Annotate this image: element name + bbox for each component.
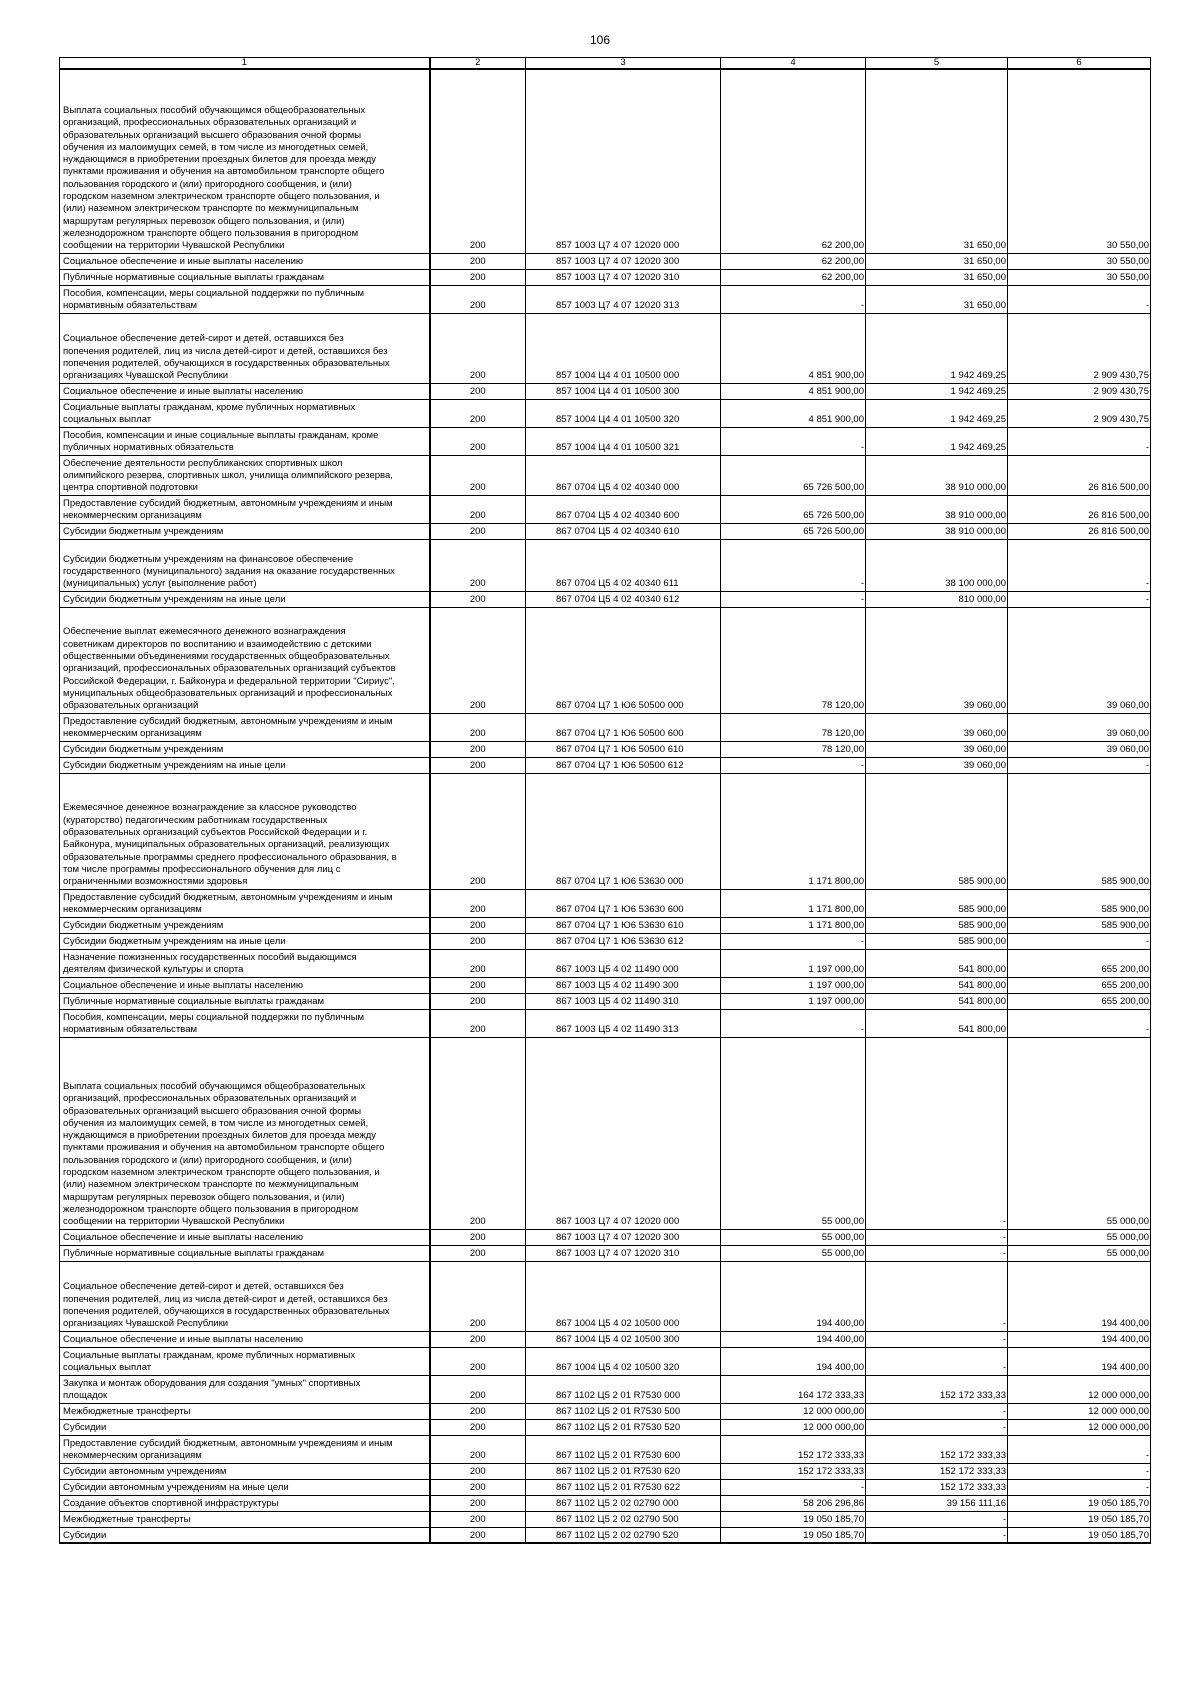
row-kbk-cell: 867 0704 Ц7 1 Ю6 53630 610 — [526, 917, 721, 933]
column-header-3: 3 — [526, 58, 721, 70]
table-row — [60, 607, 1151, 713]
table-row — [60, 1479, 1151, 1495]
row-amount-second-cell: 655 200,00 — [1008, 977, 1151, 993]
row-code-cell: 200 — [430, 427, 526, 455]
row-name-cell: Социальное обеспечение детей-сирот и детей, оставшихся без попечения родителей, лиц из числа детей-сирот и детей, оставшихся без попечения родителей, обучающихся в государственных образовательных организациях Чувашской Республики — [60, 1261, 430, 1331]
row-amount-second-cell: 39 060,00 — [1008, 713, 1151, 741]
table-row — [60, 1037, 1151, 1229]
row-amount-second-cell: 39 060,00 — [1008, 741, 1151, 757]
row-code-cell: 200 — [430, 1229, 526, 1245]
row-amount-total-cell: 194 400,00 — [721, 1261, 866, 1331]
row-amount-first-cell: - — [866, 1245, 1008, 1261]
row-code-cell: 200 — [430, 1347, 526, 1375]
row-amount-total-cell: 62 200,00 — [721, 253, 866, 269]
row-amount-total-cell: 19 050 185,70 — [721, 1527, 866, 1543]
row-amount-second-cell: 55 000,00 — [1008, 1245, 1151, 1261]
row-name-cell: Пособия, компенсации, меры социальной поддержки по публичным нормативным обязательствам — [60, 285, 430, 313]
table-row — [60, 1495, 1151, 1511]
row-amount-first-cell: 585 900,00 — [866, 933, 1008, 949]
row-code-cell: 200 — [430, 1527, 526, 1543]
table-row — [60, 1403, 1151, 1419]
table-row — [60, 591, 1151, 607]
row-kbk-cell: 867 1003 Ц5 4 02 11490 000 — [526, 949, 721, 977]
table-row — [60, 539, 1151, 591]
row-amount-total-cell: 4 851 900,00 — [721, 383, 866, 399]
row-amount-first-cell: - — [866, 1347, 1008, 1375]
row-kbk-cell: 867 0704 Ц5 4 02 40340 611 — [526, 539, 721, 591]
table-row — [60, 495, 1151, 523]
row-kbk-cell: 867 1003 Ц7 4 07 12020 000 — [526, 1037, 721, 1229]
row-name-cell: Предоставление субсидий бюджетным, автономным учреждениям и иным некоммерческим организациям — [60, 1435, 430, 1463]
row-code-cell: 200 — [430, 977, 526, 993]
page-number: 106 — [589, 33, 611, 47]
row-code-cell: 200 — [430, 933, 526, 949]
table-row — [60, 1375, 1151, 1403]
row-name-cell: Субсидии бюджетным учреждениям на иные цели — [60, 591, 430, 607]
row-amount-second-cell: - — [1008, 1435, 1151, 1463]
row-amount-second-cell: - — [1008, 1463, 1151, 1479]
row-amount-total-cell: - — [721, 1479, 866, 1495]
row-amount-second-cell: - — [1008, 757, 1151, 773]
row-amount-first-cell: 31 650,00 — [866, 253, 1008, 269]
column-number-header — [60, 58, 1151, 70]
row-kbk-cell: 867 1004 Ц5 4 02 10500 000 — [526, 1261, 721, 1331]
row-amount-total-cell: 55 000,00 — [721, 1229, 866, 1245]
row-amount-total-cell: 78 120,00 — [721, 713, 866, 741]
row-kbk-cell: 867 1102 Ц5 2 02 02790 520 — [526, 1527, 721, 1543]
row-code-cell: 200 — [430, 1261, 526, 1331]
row-kbk-cell: 867 1003 Ц5 4 02 11490 313 — [526, 1009, 721, 1037]
row-kbk-cell: 867 1102 Ц5 2 01 R7530 620 — [526, 1463, 721, 1479]
row-amount-second-cell: 26 816 500,00 — [1008, 455, 1151, 495]
row-code-cell: 200 — [430, 917, 526, 933]
row-code-cell: 200 — [430, 1037, 526, 1229]
row-name-cell: Субсидии — [60, 1527, 430, 1543]
row-code-cell: 200 — [430, 1009, 526, 1037]
table-row — [60, 933, 1151, 949]
column-header-6: 6 — [1008, 58, 1151, 70]
table-row — [60, 713, 1151, 741]
row-amount-total-cell: - — [721, 757, 866, 773]
row-code-cell: 200 — [430, 1245, 526, 1261]
row-amount-first-cell: 152 172 333,33 — [866, 1435, 1008, 1463]
row-code-cell: 200 — [430, 993, 526, 1009]
row-amount-first-cell: 39 156 111,16 — [866, 1495, 1008, 1511]
row-amount-total-cell: 1 171 800,00 — [721, 889, 866, 917]
row-amount-first-cell: 152 172 333,33 — [866, 1375, 1008, 1403]
table-row — [60, 889, 1151, 917]
row-amount-total-cell: 152 172 333,33 — [721, 1435, 866, 1463]
row-name-cell: Пособия, компенсации и иные социальные выплаты гражданам, кроме публичных нормативных обязательств — [60, 427, 430, 455]
row-amount-first-cell: 585 900,00 — [866, 889, 1008, 917]
row-kbk-cell: 867 0704 Ц5 4 02 40340 610 — [526, 523, 721, 539]
row-code-cell: 200 — [430, 1511, 526, 1527]
row-amount-second-cell: 585 900,00 — [1008, 889, 1151, 917]
row-kbk-cell: 867 0704 Ц7 1 Ю6 50500 610 — [526, 741, 721, 757]
row-name-cell: Субсидии бюджетным учреждениям — [60, 741, 430, 757]
row-amount-total-cell: - — [721, 591, 866, 607]
row-kbk-cell: 867 1102 Ц5 2 02 02790 500 — [526, 1511, 721, 1527]
row-code-cell: 200 — [430, 383, 526, 399]
row-amount-first-cell: 39 060,00 — [866, 607, 1008, 713]
row-name-cell: Создание объектов спортивной инфраструктуры — [60, 1495, 430, 1511]
row-amount-second-cell: 19 050 185,70 — [1008, 1495, 1151, 1511]
row-kbk-cell: 867 1102 Ц5 2 01 R7530 600 — [526, 1435, 721, 1463]
row-code-cell: 200 — [430, 269, 526, 285]
column-header-5: 5 — [866, 58, 1008, 70]
row-name-cell: Обеспечение выплат ежемесячного денежного вознаграждения советникам директоров по воспитанию и взаимодействию с детскими общественными объединениями государственных общеобразовательных организаций, профессиональных образовательных организаций субъектов Российской Федерации, г. Байконура и федеральной территории "Сириус", муниципальных общеобразовательных организаций и профессиональных образовательных организаций — [60, 607, 430, 713]
row-amount-first-cell: 541 800,00 — [866, 993, 1008, 1009]
row-kbk-cell: 857 1003 Ц7 4 07 12020 310 — [526, 269, 721, 285]
table-row — [60, 523, 1151, 539]
row-kbk-cell: 857 1004 Ц4 4 01 10500 000 — [526, 313, 721, 383]
row-amount-second-cell: 12 000 000,00 — [1008, 1403, 1151, 1419]
row-kbk-cell: 867 0704 Ц5 4 02 40340 612 — [526, 591, 721, 607]
row-amount-total-cell: 194 400,00 — [721, 1347, 866, 1375]
row-kbk-cell: 867 0704 Ц7 1 Ю6 50500 612 — [526, 757, 721, 773]
row-name-cell: Социальное обеспечение и иные выплаты населению — [60, 383, 430, 399]
row-name-cell: Предоставление субсидий бюджетным, автономным учреждениям и иным некоммерческим организациям — [60, 889, 430, 917]
row-code-cell: 200 — [430, 591, 526, 607]
row-name-cell: Публичные нормативные социальные выплаты гражданам — [60, 1245, 430, 1261]
row-amount-total-cell: 62 200,00 — [721, 269, 866, 285]
table-row — [60, 741, 1151, 757]
row-amount-first-cell: 39 060,00 — [866, 741, 1008, 757]
table-row — [60, 253, 1151, 269]
row-kbk-cell: 867 1003 Ц7 4 07 12020 310 — [526, 1245, 721, 1261]
row-code-cell: 200 — [430, 757, 526, 773]
row-amount-total-cell: 62 200,00 — [721, 69, 866, 253]
row-amount-second-cell: - — [1008, 427, 1151, 455]
row-name-cell: Субсидии автономным учреждениям — [60, 1463, 430, 1479]
row-amount-total-cell: - — [721, 1009, 866, 1037]
row-name-cell: Предоставление субсидий бюджетным, автономным учреждениям и иным некоммерческим организациям — [60, 713, 430, 741]
table-row — [60, 285, 1151, 313]
row-name-cell: Предоставление субсидий бюджетным, автономным учреждениям и иным некоммерческим организациям — [60, 495, 430, 523]
table-row — [60, 1245, 1151, 1261]
row-amount-second-cell: 19 050 185,70 — [1008, 1527, 1151, 1543]
row-code-cell: 200 — [430, 285, 526, 313]
row-kbk-cell: 867 1004 Ц5 4 02 10500 300 — [526, 1331, 721, 1347]
table-row — [60, 917, 1151, 933]
row-kbk-cell: 867 1003 Ц5 4 02 11490 300 — [526, 977, 721, 993]
row-amount-first-cell: 152 172 333,33 — [866, 1479, 1008, 1495]
row-amount-second-cell: 26 816 500,00 — [1008, 523, 1151, 539]
row-amount-total-cell: 65 726 500,00 — [721, 455, 866, 495]
row-amount-total-cell: 1 197 000,00 — [721, 993, 866, 1009]
table-row — [60, 1419, 1151, 1435]
row-kbk-cell: 867 0704 Ц5 4 02 40340 600 — [526, 495, 721, 523]
row-name-cell: Социальное обеспечение и иные выплаты населению — [60, 253, 430, 269]
row-code-cell: 200 — [430, 607, 526, 713]
row-code-cell: 200 — [430, 1495, 526, 1511]
row-amount-second-cell: 12 000 000,00 — [1008, 1419, 1151, 1435]
row-amount-first-cell: - — [866, 1229, 1008, 1245]
row-code-cell: 200 — [430, 1463, 526, 1479]
row-amount-second-cell: 194 400,00 — [1008, 1261, 1151, 1331]
row-amount-first-cell: 585 900,00 — [866, 773, 1008, 889]
row-amount-first-cell: 39 060,00 — [866, 713, 1008, 741]
table-row — [60, 1511, 1151, 1527]
row-amount-second-cell: 655 200,00 — [1008, 993, 1151, 1009]
row-amount-first-cell: - — [866, 1403, 1008, 1419]
row-amount-first-cell: - — [866, 1511, 1008, 1527]
row-amount-first-cell: 1 942 469,25 — [866, 399, 1008, 427]
table-row — [60, 977, 1151, 993]
row-code-cell: 200 — [430, 1479, 526, 1495]
row-code-cell: 200 — [430, 713, 526, 741]
row-amount-first-cell: 541 800,00 — [866, 949, 1008, 977]
row-code-cell: 200 — [430, 253, 526, 269]
table-row — [60, 269, 1151, 285]
row-kbk-cell: 867 1102 Ц5 2 01 R7530 622 — [526, 1479, 721, 1495]
row-code-cell: 200 — [430, 949, 526, 977]
row-amount-total-cell: 55 000,00 — [721, 1037, 866, 1229]
row-amount-total-cell: 1 197 000,00 — [721, 977, 866, 993]
row-amount-second-cell: 585 900,00 — [1008, 917, 1151, 933]
row-amount-second-cell: 585 900,00 — [1008, 773, 1151, 889]
row-amount-second-cell: 12 000 000,00 — [1008, 1375, 1151, 1403]
row-amount-second-cell: 30 550,00 — [1008, 269, 1151, 285]
row-amount-total-cell: 194 400,00 — [721, 1331, 866, 1347]
row-kbk-cell: 857 1003 Ц7 4 07 12020 300 — [526, 253, 721, 269]
row-name-cell: Публичные нормативные социальные выплаты гражданам — [60, 993, 430, 1009]
row-name-cell: Социальное обеспечение детей-сирот и детей, оставшихся без попечения родителей, лиц из числа детей-сирот и детей, оставшихся без попечения родителей, обучающихся в государственных образовательных организациях Чувашской Республики — [60, 313, 430, 383]
row-amount-total-cell: 164 172 333,33 — [721, 1375, 866, 1403]
row-kbk-cell: 857 1004 Ц4 4 01 10500 321 — [526, 427, 721, 455]
row-amount-first-cell: 39 060,00 — [866, 757, 1008, 773]
row-amount-second-cell: 2 909 430,75 — [1008, 313, 1151, 383]
row-amount-second-cell: 2 909 430,75 — [1008, 383, 1151, 399]
row-name-cell: Назначение пожизненных государственных пособий выдающимся деятелям физической культуры и спорта — [60, 949, 430, 977]
row-amount-total-cell: 1 171 800,00 — [721, 773, 866, 889]
row-amount-first-cell: 541 800,00 — [866, 1009, 1008, 1037]
row-amount-second-cell: 19 050 185,70 — [1008, 1511, 1151, 1527]
row-code-cell: 200 — [430, 1435, 526, 1463]
row-kbk-cell: 867 1003 Ц5 4 02 11490 310 — [526, 993, 721, 1009]
row-name-cell: Субсидии бюджетным учреждениям на финансовое обеспечение государственного (муниципального) задания на оказание государственных (муниципальных) услуг (выполнение работ) — [60, 539, 430, 591]
row-name-cell: Социальное обеспечение и иные выплаты населению — [60, 977, 430, 993]
row-code-cell: 200 — [430, 773, 526, 889]
row-amount-first-cell: - — [866, 1261, 1008, 1331]
row-name-cell: Субсидии бюджетным учреждениям — [60, 917, 430, 933]
row-amount-first-cell: - — [866, 1527, 1008, 1543]
row-code-cell: 200 — [430, 1403, 526, 1419]
table-row — [60, 1463, 1151, 1479]
row-amount-second-cell: 55 000,00 — [1008, 1229, 1151, 1245]
row-code-cell: 200 — [430, 1419, 526, 1435]
table-row — [60, 455, 1151, 495]
row-kbk-cell: 867 0704 Ц5 4 02 40340 000 — [526, 455, 721, 495]
row-code-cell: 200 — [430, 495, 526, 523]
row-amount-first-cell: 31 650,00 — [866, 269, 1008, 285]
row-amount-second-cell: 655 200,00 — [1008, 949, 1151, 977]
row-amount-total-cell: 55 000,00 — [721, 1245, 866, 1261]
row-amount-total-cell: 65 726 500,00 — [721, 523, 866, 539]
table-row — [60, 949, 1151, 977]
row-code-cell: 200 — [430, 313, 526, 383]
row-amount-second-cell: 2 909 430,75 — [1008, 399, 1151, 427]
row-amount-second-cell: 55 000,00 — [1008, 1037, 1151, 1229]
row-name-cell: Обеспечение деятельности республиканских спортивных школ олимпийского резерва, спортивных школ, училища олимпийского резерва, центра спортивной подготовки — [60, 455, 430, 495]
table-body — [60, 69, 1151, 1543]
row-code-cell: 200 — [430, 1331, 526, 1347]
row-amount-second-cell: 39 060,00 — [1008, 607, 1151, 713]
row-amount-total-cell: 78 120,00 — [721, 741, 866, 757]
row-amount-first-cell: 1 942 469,25 — [866, 383, 1008, 399]
row-amount-total-cell: 78 120,00 — [721, 607, 866, 713]
row-code-cell: 200 — [430, 455, 526, 495]
column-header-2: 2 — [430, 58, 526, 70]
row-amount-first-cell: 38 910 000,00 — [866, 495, 1008, 523]
row-amount-total-cell: 1 171 800,00 — [721, 917, 866, 933]
row-amount-first-cell: 1 942 469,25 — [866, 427, 1008, 455]
row-kbk-cell: 867 0704 Ц7 1 Ю6 50500 600 — [526, 713, 721, 741]
row-amount-first-cell: 810 000,00 — [866, 591, 1008, 607]
row-amount-second-cell: - — [1008, 1009, 1151, 1037]
row-amount-total-cell: 65 726 500,00 — [721, 495, 866, 523]
row-name-cell: Социальное обеспечение и иные выплаты населению — [60, 1229, 430, 1245]
row-name-cell: Публичные нормативные социальные выплаты гражданам — [60, 269, 430, 285]
row-amount-first-cell: 38 910 000,00 — [866, 523, 1008, 539]
row-name-cell: Субсидии бюджетным учреждениям — [60, 523, 430, 539]
row-kbk-cell: 867 1102 Ц5 2 01 R7530 520 — [526, 1419, 721, 1435]
row-name-cell: Межбюджетные трансферты — [60, 1511, 430, 1527]
row-code-cell: 200 — [430, 1375, 526, 1403]
table-row — [60, 1527, 1151, 1543]
row-amount-first-cell: - — [866, 1419, 1008, 1435]
row-amount-second-cell: - — [1008, 933, 1151, 949]
row-amount-second-cell: - — [1008, 591, 1151, 607]
row-name-cell: Пособия, компенсации, меры социальной поддержки по публичным нормативным обязательствам — [60, 1009, 430, 1037]
column-header-1: 1 — [60, 58, 430, 70]
table-row — [60, 1331, 1151, 1347]
row-amount-second-cell: 194 400,00 — [1008, 1347, 1151, 1375]
row-code-cell: 200 — [430, 399, 526, 427]
table-row — [60, 313, 1151, 383]
row-amount-total-cell: 4 851 900,00 — [721, 399, 866, 427]
row-amount-total-cell: - — [721, 285, 866, 313]
row-code-cell: 200 — [430, 523, 526, 539]
row-name-cell: Субсидии бюджетным учреждениям на иные цели — [60, 933, 430, 949]
row-kbk-cell: 857 1004 Ц4 4 01 10500 320 — [526, 399, 721, 427]
table-row — [60, 1229, 1151, 1245]
row-kbk-cell: 857 1003 Ц7 4 07 12020 313 — [526, 285, 721, 313]
row-amount-total-cell: 12 000 000,00 — [721, 1403, 866, 1419]
row-kbk-cell: 867 0704 Ц7 1 Ю6 53630 600 — [526, 889, 721, 917]
row-code-cell: 200 — [430, 889, 526, 917]
table-row — [60, 1009, 1151, 1037]
row-amount-first-cell: 585 900,00 — [866, 917, 1008, 933]
table-row — [60, 757, 1151, 773]
row-name-cell: Выплата социальных пособий обучающимся общеобразовательных организаций, профессиональных образовательных организаций и образовательных организаций высшего образования очной формы обучения из малоимущих семей, в том числе из многодетных семей, нуждающимся в приобретении проездных билетов для проезда между пунктами проживания и обучения на автомобильном транспорте общего пользования городского и (или) пригородного сообщения, и (или) городском наземном электрическом транспорте общего пользования, и (или) наземном электрическом транспорте по межмуниципальным маршрутам регулярных перевозок общего пользования, и (или) железнодорожном транспорте общего пользования в пригородном сообщении на территории Чувашской Республики — [60, 69, 430, 253]
row-amount-first-cell: 541 800,00 — [866, 977, 1008, 993]
row-amount-total-cell: 1 197 000,00 — [721, 949, 866, 977]
row-name-cell: Субсидии — [60, 1419, 430, 1435]
row-amount-first-cell: - — [866, 1331, 1008, 1347]
row-amount-first-cell: 31 650,00 — [866, 69, 1008, 253]
row-amount-total-cell: 58 206 296,86 — [721, 1495, 866, 1511]
row-amount-second-cell: - — [1008, 285, 1151, 313]
row-kbk-cell: 867 1102 Ц5 2 02 02790 000 — [526, 1495, 721, 1511]
row-name-cell: Межбюджетные трансферты — [60, 1403, 430, 1419]
row-kbk-cell: 867 0704 Ц7 1 Ю6 53630 000 — [526, 773, 721, 889]
row-name-cell: Ежемесячное денежное вознаграждение за классное руководство (кураторство) педагогическим работникам государственных образовательных организаций субъектов Российской Федерации и г. Байконура, муниципальных образовательных организаций, реализующих образовательные программы среднего профессионального образования, в том числе программы профессионального обучения для лиц с ограниченными возможностями здоровья — [60, 773, 430, 889]
row-kbk-cell: 857 1003 Ц7 4 07 12020 000 — [526, 69, 721, 253]
row-code-cell: 200 — [430, 539, 526, 591]
row-amount-total-cell: 19 050 185,70 — [721, 1511, 866, 1527]
row-name-cell: Социальные выплаты гражданам, кроме публичных нормативных социальных выплат — [60, 1347, 430, 1375]
row-amount-second-cell: 30 550,00 — [1008, 69, 1151, 253]
budget-table — [59, 57, 1151, 1544]
row-kbk-cell: 867 0704 Ц7 1 Ю6 50500 000 — [526, 607, 721, 713]
row-kbk-cell: 867 1102 Ц5 2 01 R7530 500 — [526, 1403, 721, 1419]
row-amount-second-cell: 26 816 500,00 — [1008, 495, 1151, 523]
row-name-cell: Субсидии бюджетным учреждениям на иные цели — [60, 757, 430, 773]
row-amount-first-cell: 1 942 469,25 — [866, 313, 1008, 383]
table-row — [60, 383, 1151, 399]
row-code-cell: 200 — [430, 69, 526, 253]
table-row — [60, 427, 1151, 455]
row-amount-first-cell: - — [866, 1037, 1008, 1229]
row-kbk-cell: 857 1004 Ц4 4 01 10500 300 — [526, 383, 721, 399]
table-row — [60, 1261, 1151, 1331]
row-amount-first-cell: 38 100 000,00 — [866, 539, 1008, 591]
row-amount-second-cell: - — [1008, 1479, 1151, 1495]
row-kbk-cell: 867 1102 Ц5 2 01 R7530 000 — [526, 1375, 721, 1403]
row-code-cell: 200 — [430, 741, 526, 757]
table-row — [60, 1435, 1151, 1463]
table-row — [60, 1347, 1151, 1375]
row-amount-total-cell: - — [721, 933, 866, 949]
row-amount-first-cell: 152 172 333,33 — [866, 1463, 1008, 1479]
row-amount-second-cell: 194 400,00 — [1008, 1331, 1151, 1347]
row-amount-first-cell: 38 910 000,00 — [866, 455, 1008, 495]
column-header-4: 4 — [721, 58, 866, 70]
row-amount-total-cell: 4 851 900,00 — [721, 313, 866, 383]
row-name-cell: Социальные выплаты гражданам, кроме публичных нормативных социальных выплат — [60, 399, 430, 427]
table-row — [60, 773, 1151, 889]
row-amount-second-cell: - — [1008, 539, 1151, 591]
table-row — [60, 993, 1151, 1009]
row-kbk-cell: 867 0704 Ц7 1 Ю6 53630 612 — [526, 933, 721, 949]
table-row — [60, 399, 1151, 427]
row-amount-total-cell: 12 000 000,00 — [721, 1419, 866, 1435]
row-amount-total-cell: - — [721, 427, 866, 455]
row-amount-total-cell: 152 172 333,33 — [721, 1463, 866, 1479]
row-kbk-cell: 867 1004 Ц5 4 02 10500 320 — [526, 1347, 721, 1375]
row-amount-second-cell: 30 550,00 — [1008, 253, 1151, 269]
row-name-cell: Выплата социальных пособий обучающимся общеобразовательных организаций, профессиональных образовательных организаций и образовательных организаций высшего образования очной формы обучения из малоимущих семей, в том числе из многодетных семей, нуждающимся в приобретении проездных билетов для проезда между пунктами проживания и обучения на автомобильном транспорте общего пользования городского и (или) пригородного сообщения, и (или) городском наземном электрическом транспорте общего пользования, и (или) наземном электрическом транспорте по межмуниципальным маршрутам регулярных перевозок общего пользования, и (или) железнодорожном транспорте общего пользования в пригородном сообщении на территории Чувашской Республики — [60, 1037, 430, 1229]
row-amount-first-cell: 31 650,00 — [866, 285, 1008, 313]
table-row — [60, 69, 1151, 253]
row-name-cell: Субсидии автономным учреждениям на иные цели — [60, 1479, 430, 1495]
row-kbk-cell: 867 1003 Ц7 4 07 12020 300 — [526, 1229, 721, 1245]
row-name-cell: Закупка и монтаж оборудования для создания "умных" спортивных площадок — [60, 1375, 430, 1403]
row-amount-total-cell: - — [721, 539, 866, 591]
row-name-cell: Социальное обеспечение и иные выплаты населению — [60, 1331, 430, 1347]
